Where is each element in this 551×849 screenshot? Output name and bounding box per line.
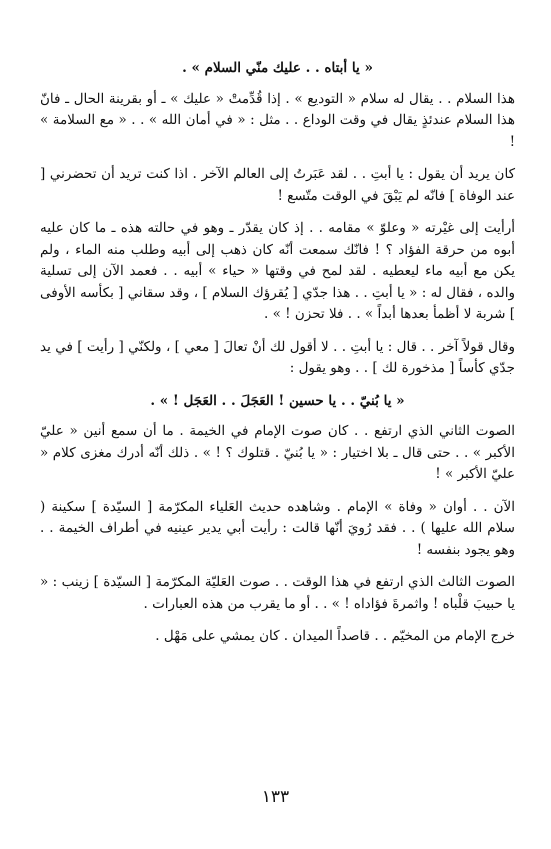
text-paragraph: وقال قولاً آخر . . قال : يا أبتِ . . لا أقول لك أنْ تعالَ [ معي ] ، ولكنّي [ رأيت ] في يد جدّي كأساً [ مذخورة لك ] . . وهو يقول : (40, 338, 515, 376)
text-paragraph: الصوت الثاني الذي ارتفع . . كان صوت الإمام في الخيمة . ما أن سمع أنين « عليّ الأكبر » . . حتى قال ـ بلا اختيار : « يا بُنيّ . قتلوك ؟ ! » . ذلك أنّه أدرك مغزى كلام « عليّ الأكبر » ! (40, 423, 515, 482)
text-paragraph: الصوت الثالث الذي ارتفع في هذا الوقت . . صوت العَليّة المكرّمة [ السيّدة ] زينب : « يا حبيبَ قلْباه ! واثمرةَ فؤاداه ! » . . أو ما يقرب من هذه العبارات . (40, 574, 515, 612)
page-number: ١٣٣ (261, 787, 290, 807)
page-body (40, 58, 515, 648)
text-paragraph: أرأيت إلى غيْرته « وعلوّ » مقامه . . إذ كان يقدّر ـ وهو في حالته هذه ـ ما كان عليه أبوه من حرقة الفؤاد ؟ ! فانّك سمعت أنّه كان ذهب إلى أبيه وطلب منه الماء ، ولم يكن مع أبيه ماء ليعطيه . لقد لمح في وقتها « حياء » أبيه . . فعمد الآن إلى تسلية والده ، فقال له : « يا أبتِ . . هذا جدّي [ يُقرؤك السلام ] ، وقد سقاني [ بكأسه الأوفى ] شربة لا أظمأ بعدها أبداً » . . فلا تحزن ! » . (40, 220, 515, 322)
text-paragraph: الآن . . أوان « وفاة » الإمام . وشاهده حديث العَلياء المكرّمة [ السيّدة ] سكينة ( سلام الله عليها ) . . فقد رُويَ أنّها قالت : رأيت أبي يدير عينيه في أطراف الخيمة . . وهو يجود بنفسه ! (40, 498, 515, 558)
quote-paragraph: « يا أبتاه . . عليك منّي السلام » . (182, 60, 373, 76)
quote-paragraph: « يا بُنيّ . . يا حسين ! العَجَلَ . . العَجَل ! » . (150, 392, 405, 409)
text-paragraph: كان يريد أن يقول : يا أبتِ . . لقد عَبَرتُ إلى العالم الآخر . اذا كنت تريد أن تحضرني [ عند الوفاة ] فانّه لم يَبْقَ في الوقت متّسع ! (40, 166, 515, 204)
text-paragraph: هذا السلام . . يقال له سلام « التوديع » . إذا قُدِّمتْ « عليك » ـ أو بقرينة الحال ـ فانّ هذا السلام عندئذٍ يقال في وقت الوداع . . مثل : « في أمان الله » . . « مع السلامة » ! (40, 90, 515, 150)
text-paragraph: خرج الإمام من المخيّم . . قاصداً الميدان . كان يمشي على مَهْل . (155, 628, 515, 644)
